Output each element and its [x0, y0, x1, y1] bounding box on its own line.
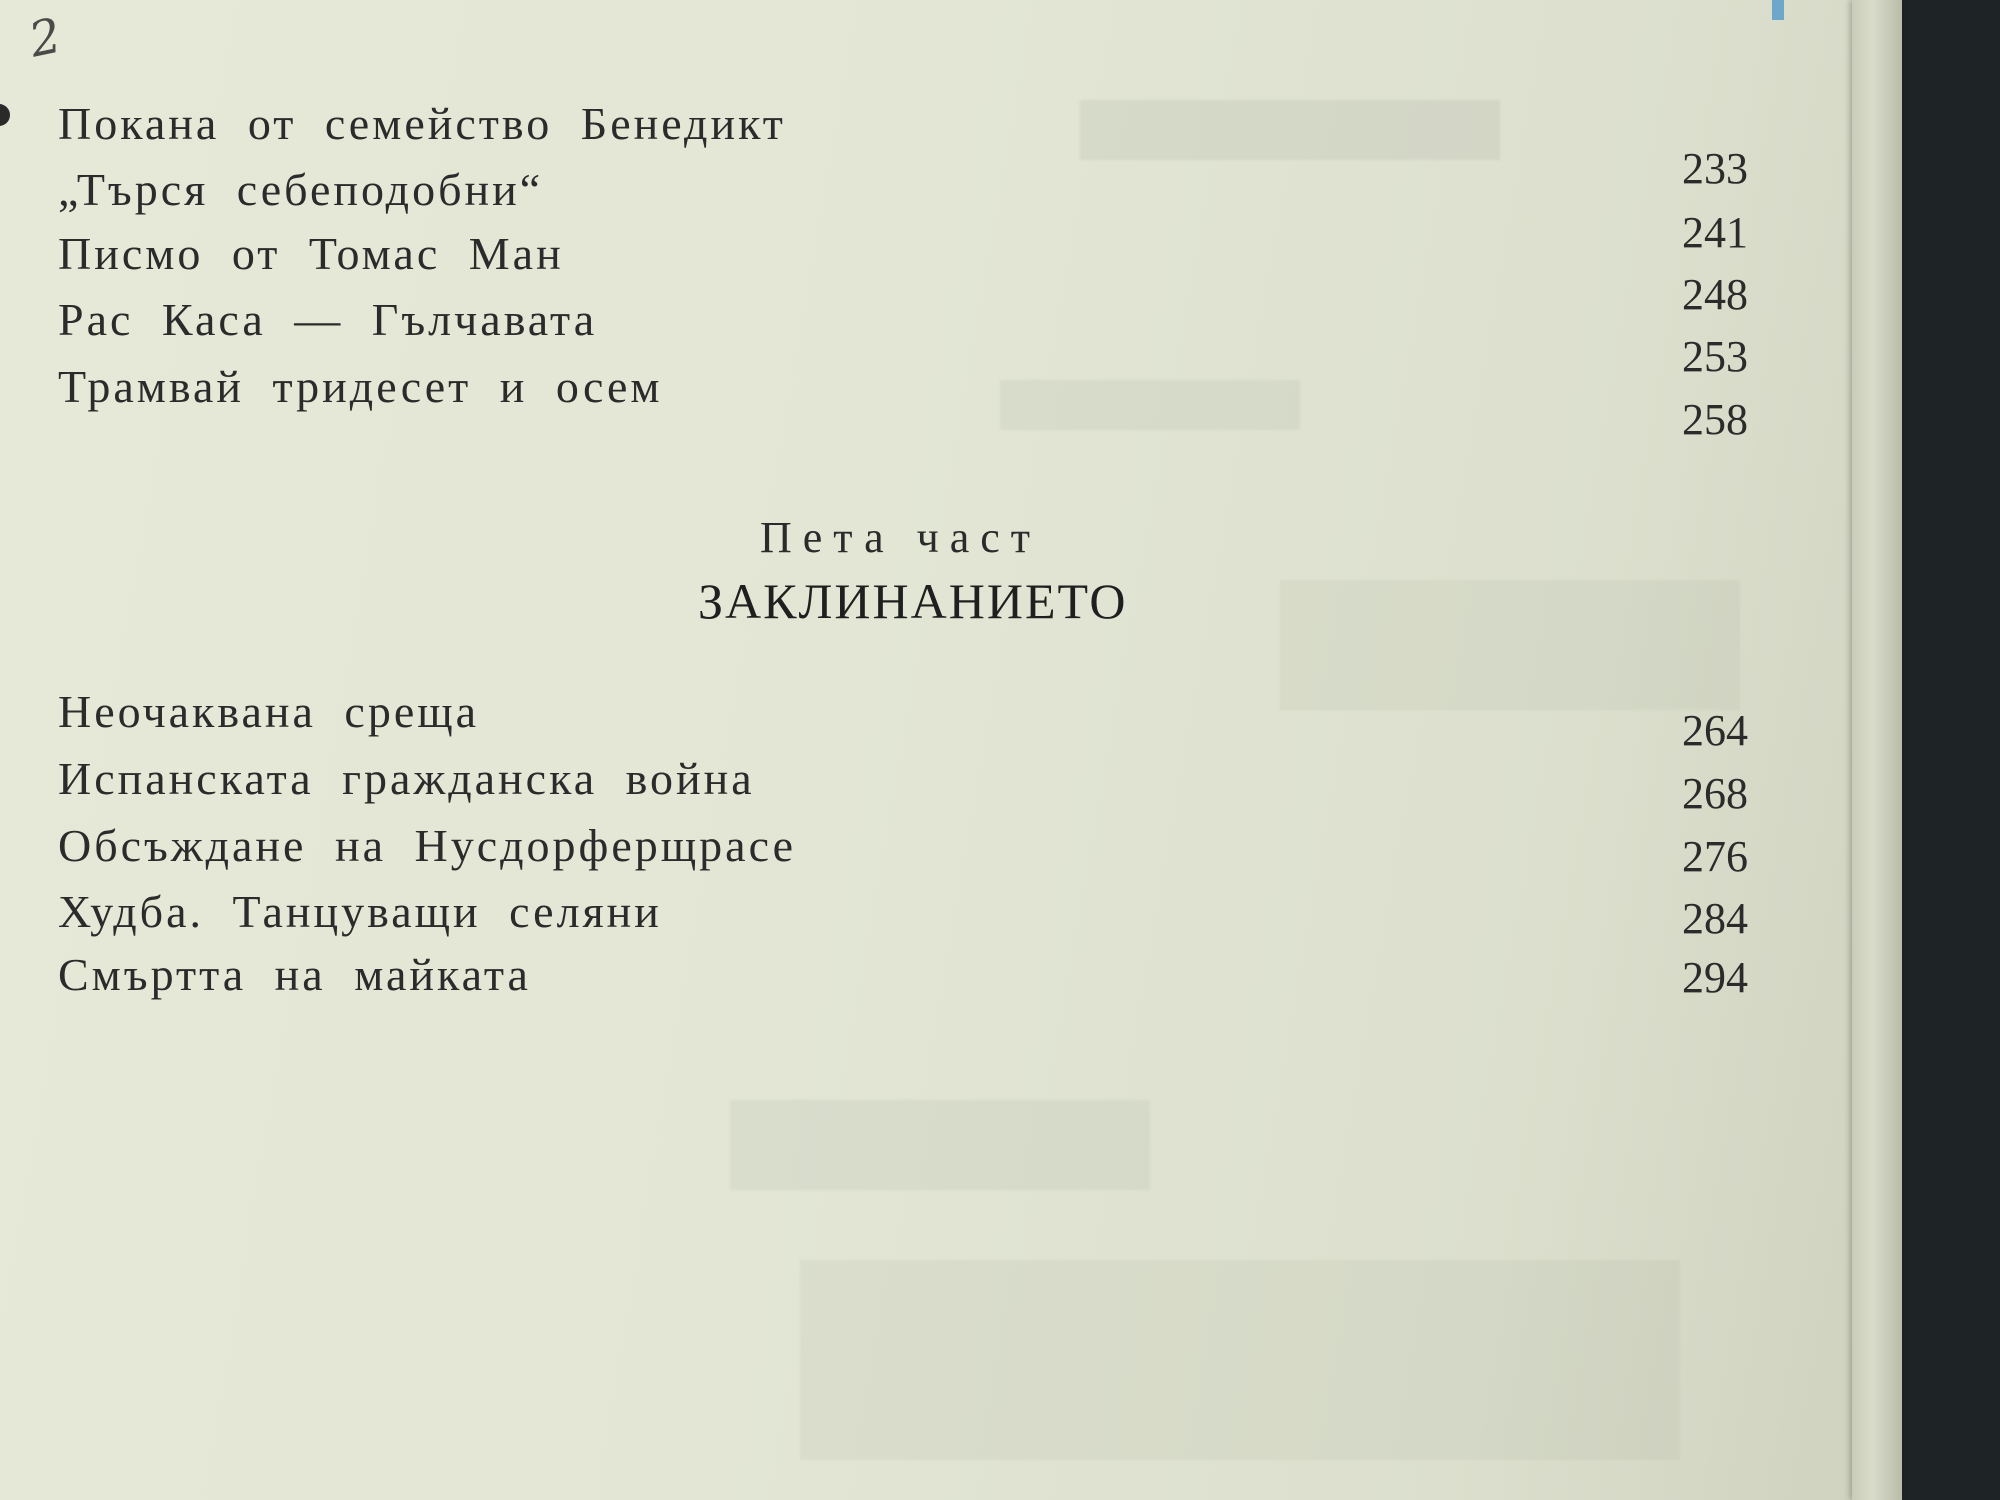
- part-label: Пета част: [760, 513, 1042, 562]
- corner-strip: [1772, 0, 1784, 20]
- toc-entry-title: Писмо от Томас Ман: [58, 228, 564, 279]
- toc-entry-page: 264: [1682, 706, 1748, 755]
- margin-mark: [0, 104, 10, 126]
- leader-dots: [828, 885, 1674, 935]
- toc-entry-title: „Търся себеподобни“: [58, 164, 544, 215]
- toc-entry-title: Испанската гражданска война: [58, 753, 755, 804]
- part-title: ЗАКЛИНАНИЕТО: [698, 573, 1128, 629]
- show-through-block-4: [730, 1100, 1150, 1190]
- leader-dots: [698, 948, 1674, 998]
- toc-entry-title: Неочаквана среща: [58, 686, 480, 737]
- leader-dots: [626, 685, 1674, 735]
- toc-entry-page: 268: [1682, 769, 1748, 818]
- toc-entry-title: Обсъждане на Нусдорферщрасе: [58, 820, 796, 871]
- toc-entry-page: 258: [1682, 395, 1748, 444]
- toc-entry-title: Трамвай тридесет и осем: [58, 361, 663, 412]
- toc-entry[interactable]: [58, 227, 1748, 319]
- toc-entry[interactable]: [58, 885, 1748, 945]
- toc-entry[interactable]: [58, 752, 1748, 818]
- toc-entry-title: Рас Каса — Гълчавата: [58, 294, 598, 345]
- toc-entry-page: 253: [1682, 332, 1748, 381]
- leader-dots: [698, 163, 1678, 213]
- page-edge: [1852, 0, 1902, 1500]
- leader-dots: [818, 360, 1678, 410]
- toc-entry-page: 276: [1682, 832, 1748, 881]
- toc-entry-page: 284: [1682, 894, 1748, 943]
- toc-entry[interactable]: [58, 819, 1748, 879]
- toc-entry[interactable]: [58, 293, 1748, 381]
- toc-entry[interactable]: [58, 360, 1748, 444]
- leader-dots: [936, 752, 1674, 802]
- toc-entry[interactable]: [58, 948, 1748, 1008]
- toc-entry-page: 294: [1682, 953, 1748, 1002]
- toc-entry-page: 248: [1682, 270, 1748, 319]
- toc-entry-title: Смъртта на майката: [58, 949, 531, 1000]
- pencil-mark: 2: [24, 7, 67, 69]
- show-through-block-5: [800, 1260, 1680, 1460]
- toc-entry-page: 233: [1682, 144, 1748, 193]
- toc-entry[interactable]: [58, 685, 1748, 755]
- toc-entry-title: Покана от семейство Бенедикт: [58, 98, 786, 149]
- leader-dots: [764, 293, 1678, 343]
- leader-dots: [1012, 819, 1674, 869]
- leader-dots: [718, 227, 1678, 277]
- toc-entry-title: Худба. Танцуващи селяни: [58, 886, 662, 937]
- leader-dots: [958, 97, 1678, 147]
- toc-entry-page: 241: [1682, 208, 1748, 257]
